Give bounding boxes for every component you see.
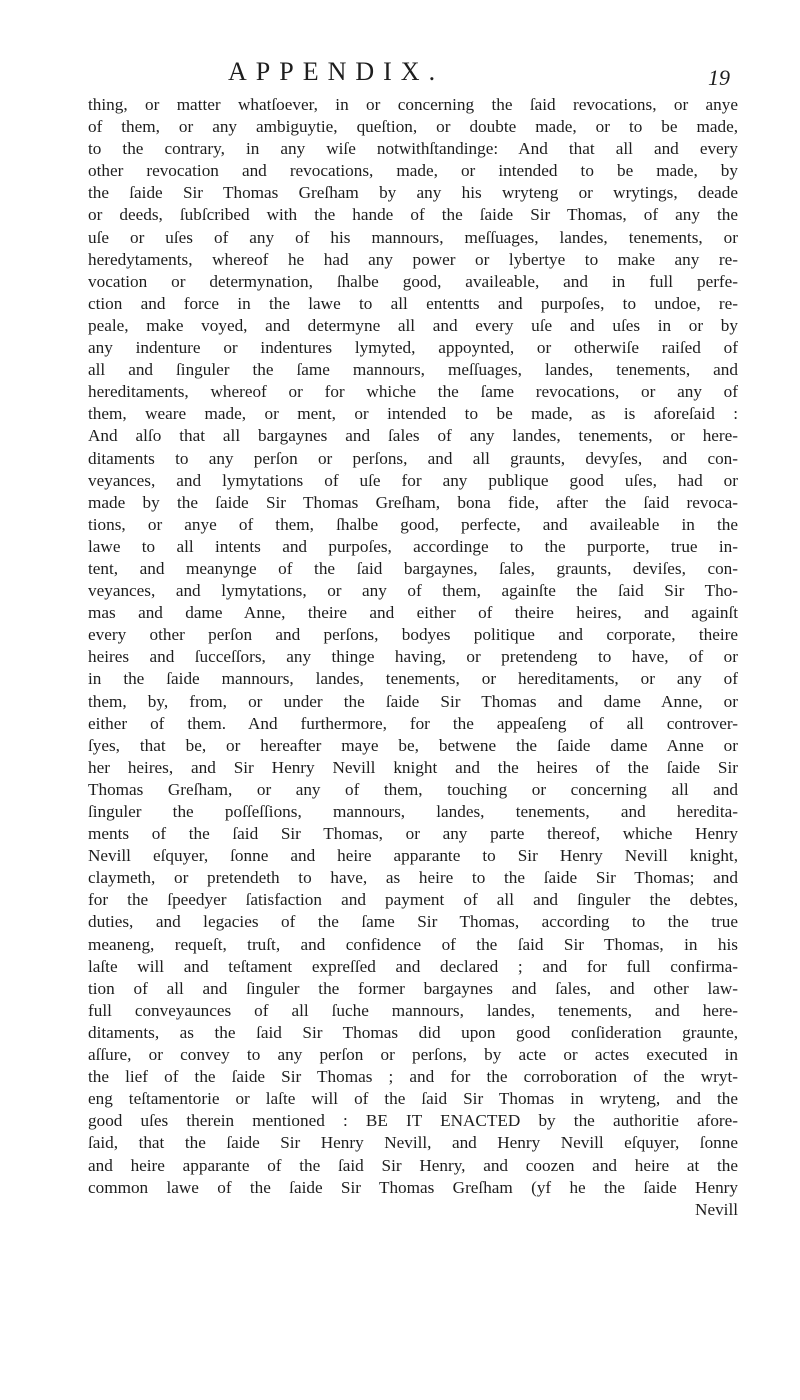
text-line: vocation or determynation, ſhalbe good, availeable, and in full perfe- — [88, 271, 738, 291]
text-line: of them, or any ambiguytie, queſtion, or doubte made, or to be made, — [88, 117, 738, 137]
text-line: for the ſpeedyer ſatisfaction and payment of all and ſinguler the debtes, — [88, 890, 738, 910]
text-line: her heires, and Sir Henry Nevill knight and the heires of the ſaide Sir — [88, 757, 738, 777]
text-line: them, weare made, or ment, or intended to be made, as is aforeſaid : — [88, 404, 738, 424]
text-line: or deeds, ſubſcribed with the hande of the ſaide Sir Thomas, of any the — [88, 205, 738, 225]
text-line: meaneng, requeſt, truſt, and confidence of the ſaid Sir Thomas, in his — [88, 934, 738, 954]
text-line: them, by, from, or under the ſaide Sir Thomas and dame Anne, or — [88, 691, 738, 711]
text-line: hereditaments, whereof or for whiche the ſame revocations, or any of — [88, 382, 738, 402]
text-line: and heire apparante of the ſaid Sir Henry, and coozen and heire at the — [88, 1155, 738, 1175]
text-line: made by the ſaide Sir Thomas Greſham, bona fide, after the ſaid revoca- — [88, 492, 738, 512]
text-line: the ſaide Sir Thomas Greſham by any his wryteng or wrytings, deade — [88, 183, 738, 203]
text-line: good uſes therein mentioned : BE IT ENACTED by the authoritie afore- — [88, 1111, 738, 1131]
text-line: Nevill eſquyer, ſonne and heire apparante to Sir Henry Nevill knight, — [88, 846, 738, 866]
text-line: any indenture or indentures lymyted, appoynted, or otherwiſe raiſed of — [88, 338, 738, 358]
text-line: ſinguler the poſſeſſions, mannours, landes, tenements, and heredita- — [88, 802, 738, 821]
text-line: ditaments, as the ſaid Sir Thomas did upon good conſideration graunte, — [88, 1022, 738, 1042]
text-line: laſte will and teſtament expreſſed and declared ; and for full confirma- — [88, 956, 738, 976]
body-text — [88, 94, 738, 1221]
text-line: the lief of the ſaide Sir Thomas ; and for the corroboration of the wryt- — [88, 1067, 738, 1087]
text-line: veyances, and lymytations, or any of them, againſte the ſaid Sir Tho- — [88, 581, 738, 601]
text-line: peale, make voyed, and determyne all and every uſe and uſes in or by — [88, 315, 738, 335]
text-line: ments of the ſaid Sir Thomas, or any parte thereof, whiche Henry — [88, 824, 738, 844]
text-line: tent, and meanynge of the ſaid bargaynes, ſales, graunts, deviſes, con- — [88, 558, 738, 578]
text-line: heires and ſucceſſors, any thinge having, or pretendeng to have, of or — [88, 647, 738, 667]
text-line: in the ſaide mannours, landes, tenements, or hereditaments, or any of — [88, 669, 738, 689]
text-line: uſe or uſes of any of his mannours, meſſuages, landes, tenements, or — [88, 227, 738, 247]
text-line: common lawe of the ſaide Sir Thomas Greſham (yf he the ſaide Henry — [88, 1177, 738, 1197]
text-line: aſſure, or convey to any perſon or perſons, by acte or actes executed in — [88, 1045, 738, 1065]
text-line: claymeth, or pretendeth to have, as heire to the ſaide Sir Thomas; and — [88, 868, 738, 888]
text-line: either of them. And furthermore, for the appeaſeng of all controver- — [88, 713, 738, 733]
text-line: veyances, and lymytations of uſe for any publique good uſes, had or — [88, 470, 738, 490]
text-line: Nevill — [695, 1199, 738, 1219]
page-number: 19 — [708, 65, 730, 90]
text-line: full conveyaunces of all ſuche mannours, landes, tenements, and here- — [88, 1000, 738, 1020]
text-line: other revocation and revocations, made, or intended to be made, by — [88, 161, 738, 181]
text-line: tions, or anye of them, ſhalbe good, perfecte, and availeable in the — [88, 514, 738, 534]
text-line: lawe to all intents and purpoſes, accordinge to the purporte, true in- — [88, 536, 738, 556]
text-line: tion of all and ſinguler the former bargaynes and ſales, and other law- — [88, 978, 738, 998]
running-head — [0, 52, 800, 92]
text-line: thing, or matter whatſoever, in or concerning the ſaid revocations, or anye — [88, 95, 738, 114]
text-line: And alſo that all bargaynes and ſales of any landes, tenements, or here- — [88, 426, 738, 446]
text-line: heredytaments, whereof he had any power or lybertye to make any re- — [88, 249, 738, 269]
text-line: ction and force in the lawe to all ententts and purpoſes, to undoe, re- — [88, 293, 738, 313]
text-line: ſyes, that be, or hereafter maye be, betwene the ſaide dame Anne or — [88, 735, 738, 755]
running-title: APPENDIX. — [228, 57, 445, 86]
text-line: every other perſon and perſons, bodyes politique and corporate, theire — [88, 625, 738, 645]
text-line: ditaments to any perſon or perſons, and all graunts, devyſes, and con- — [88, 448, 738, 468]
text-line: eng teſtamentorie or laſte will of the ſaid Sir Thomas in wryteng, and the — [88, 1089, 738, 1109]
text-line: all and ſinguler the ſame mannours, meſſuages, landes, tenements, and — [88, 360, 738, 380]
text-line: ſaid, that the ſaide Sir Henry Nevill, and Henry Nevill eſquyer, ſonne — [88, 1133, 738, 1153]
text-line: duties, and legacies of the ſame Sir Thomas, according to the true — [88, 912, 738, 932]
text-line: Thomas Greſham, or any of them, touching or concerning all and — [88, 779, 738, 799]
text-line: to the contrary, in any wiſe notwithſtandinge: And that all and every — [88, 139, 738, 159]
text-line: mas and dame Anne, theire and either of theire heires, and againſt — [88, 603, 738, 623]
